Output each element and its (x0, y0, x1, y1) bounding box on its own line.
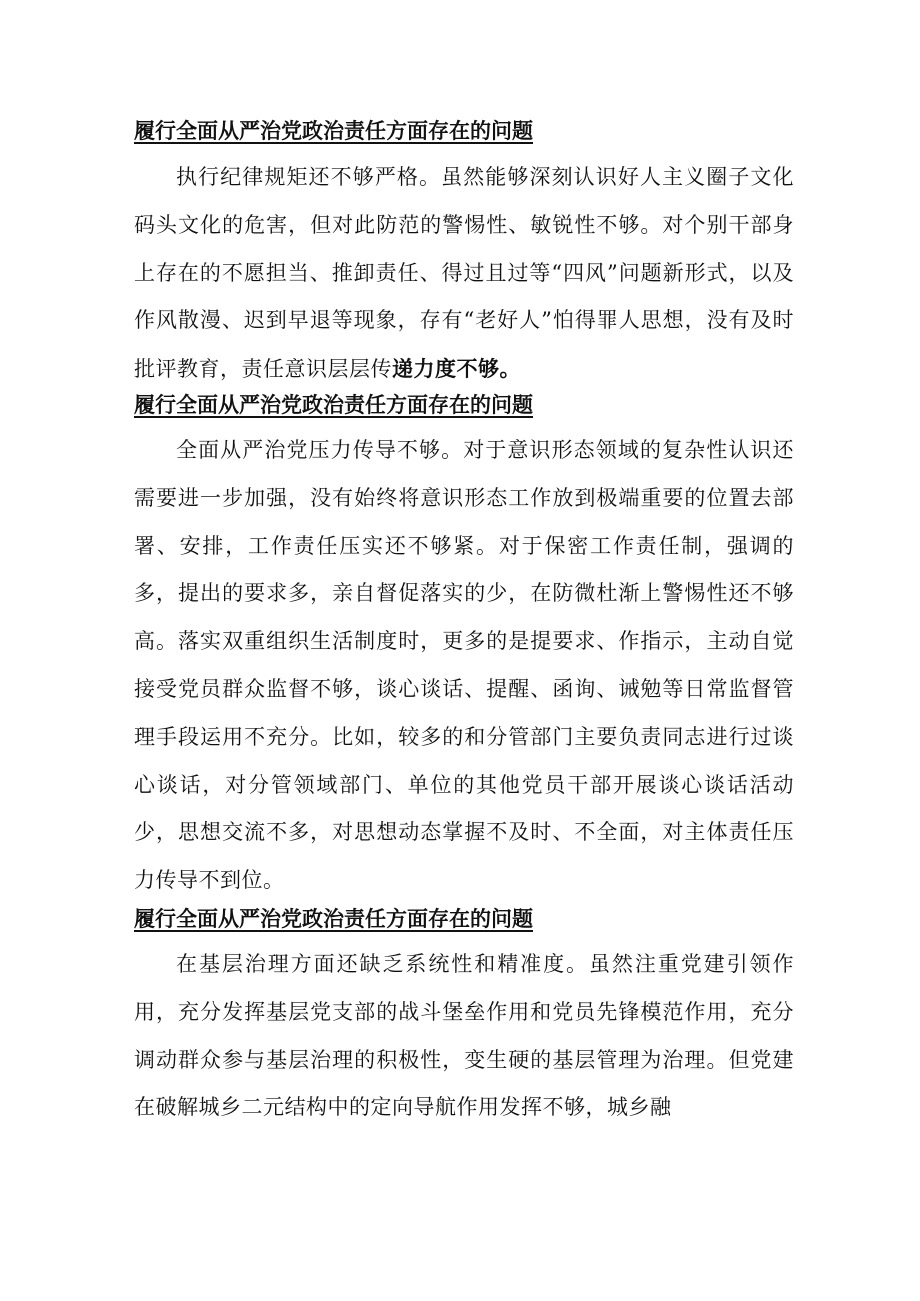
paragraph-text: 执行纪律规矩还不够严格。虽然能够深刻认识好人主义圈子文化码头文化的危害，但对此防范的警惕性、敏锐性不够。对个别干部身上存在的不愿担当、推卸责任、得过且过等“四风”问题新形式，以及作风散漫、迟到早退等现象，存有“老好人”怕得罪人思想，没有及时批评教育，责任意识层层传 (134, 165, 794, 382)
paragraph-bold-tail: 递力度不够。 (392, 356, 521, 382)
document-page (134, 114, 794, 1132)
section-1 (134, 114, 794, 394)
section-3 (134, 902, 794, 1132)
section-heading: 履行全面从严治党政治责任方面存在的问题 (134, 118, 533, 143)
section-2 (134, 388, 794, 905)
section-paragraph: 全面从严治党压力传导不够。对于意识形态领域的复杂性认识还需要进一步加强，没有始终将意识形态工作放到极端重要的位置去部署、安排，工作责任压实还不够紧。对于保密工作责任制，强调的多，提出的要求多，亲自督促落实的少，在防微杜渐上警惕性还不够高。落实双重组织生活制度时，更多的是提要求、作指示，主动自觉接受党员群众监督不够，谈心谈话、提醒、函询、诫勉等日常监督管理手段运用不充分。比如，较多的和分管部门主要负责同志进行过谈心谈话，对分管领域部门、单位的其他党员干部开展谈心谈话活动少，思想交流不多，对思想动态掌握不及时、不全面，对主体责任压力传导不到位。 (134, 437, 794, 893)
section-heading: 履行全面从严治党政治责任方面存在的问题 (134, 905, 533, 931)
section-paragraph (134, 154, 794, 394)
section-paragraph: 在基层治理方面还缺乏系统性和精准度。虽然注重党建引领作用，充分发挥基层党支部的战斗堡垒作用和党员先锋模范作用，充分调动群众参与基层治理的积极性，变生硬的基层管理为治理。但党建在破解城乡二元结构中的定向导航作用发挥不够，城乡融 (134, 951, 794, 1120)
section-heading: 履行全面从严治党政治责任方面存在的问题 (134, 391, 533, 417)
